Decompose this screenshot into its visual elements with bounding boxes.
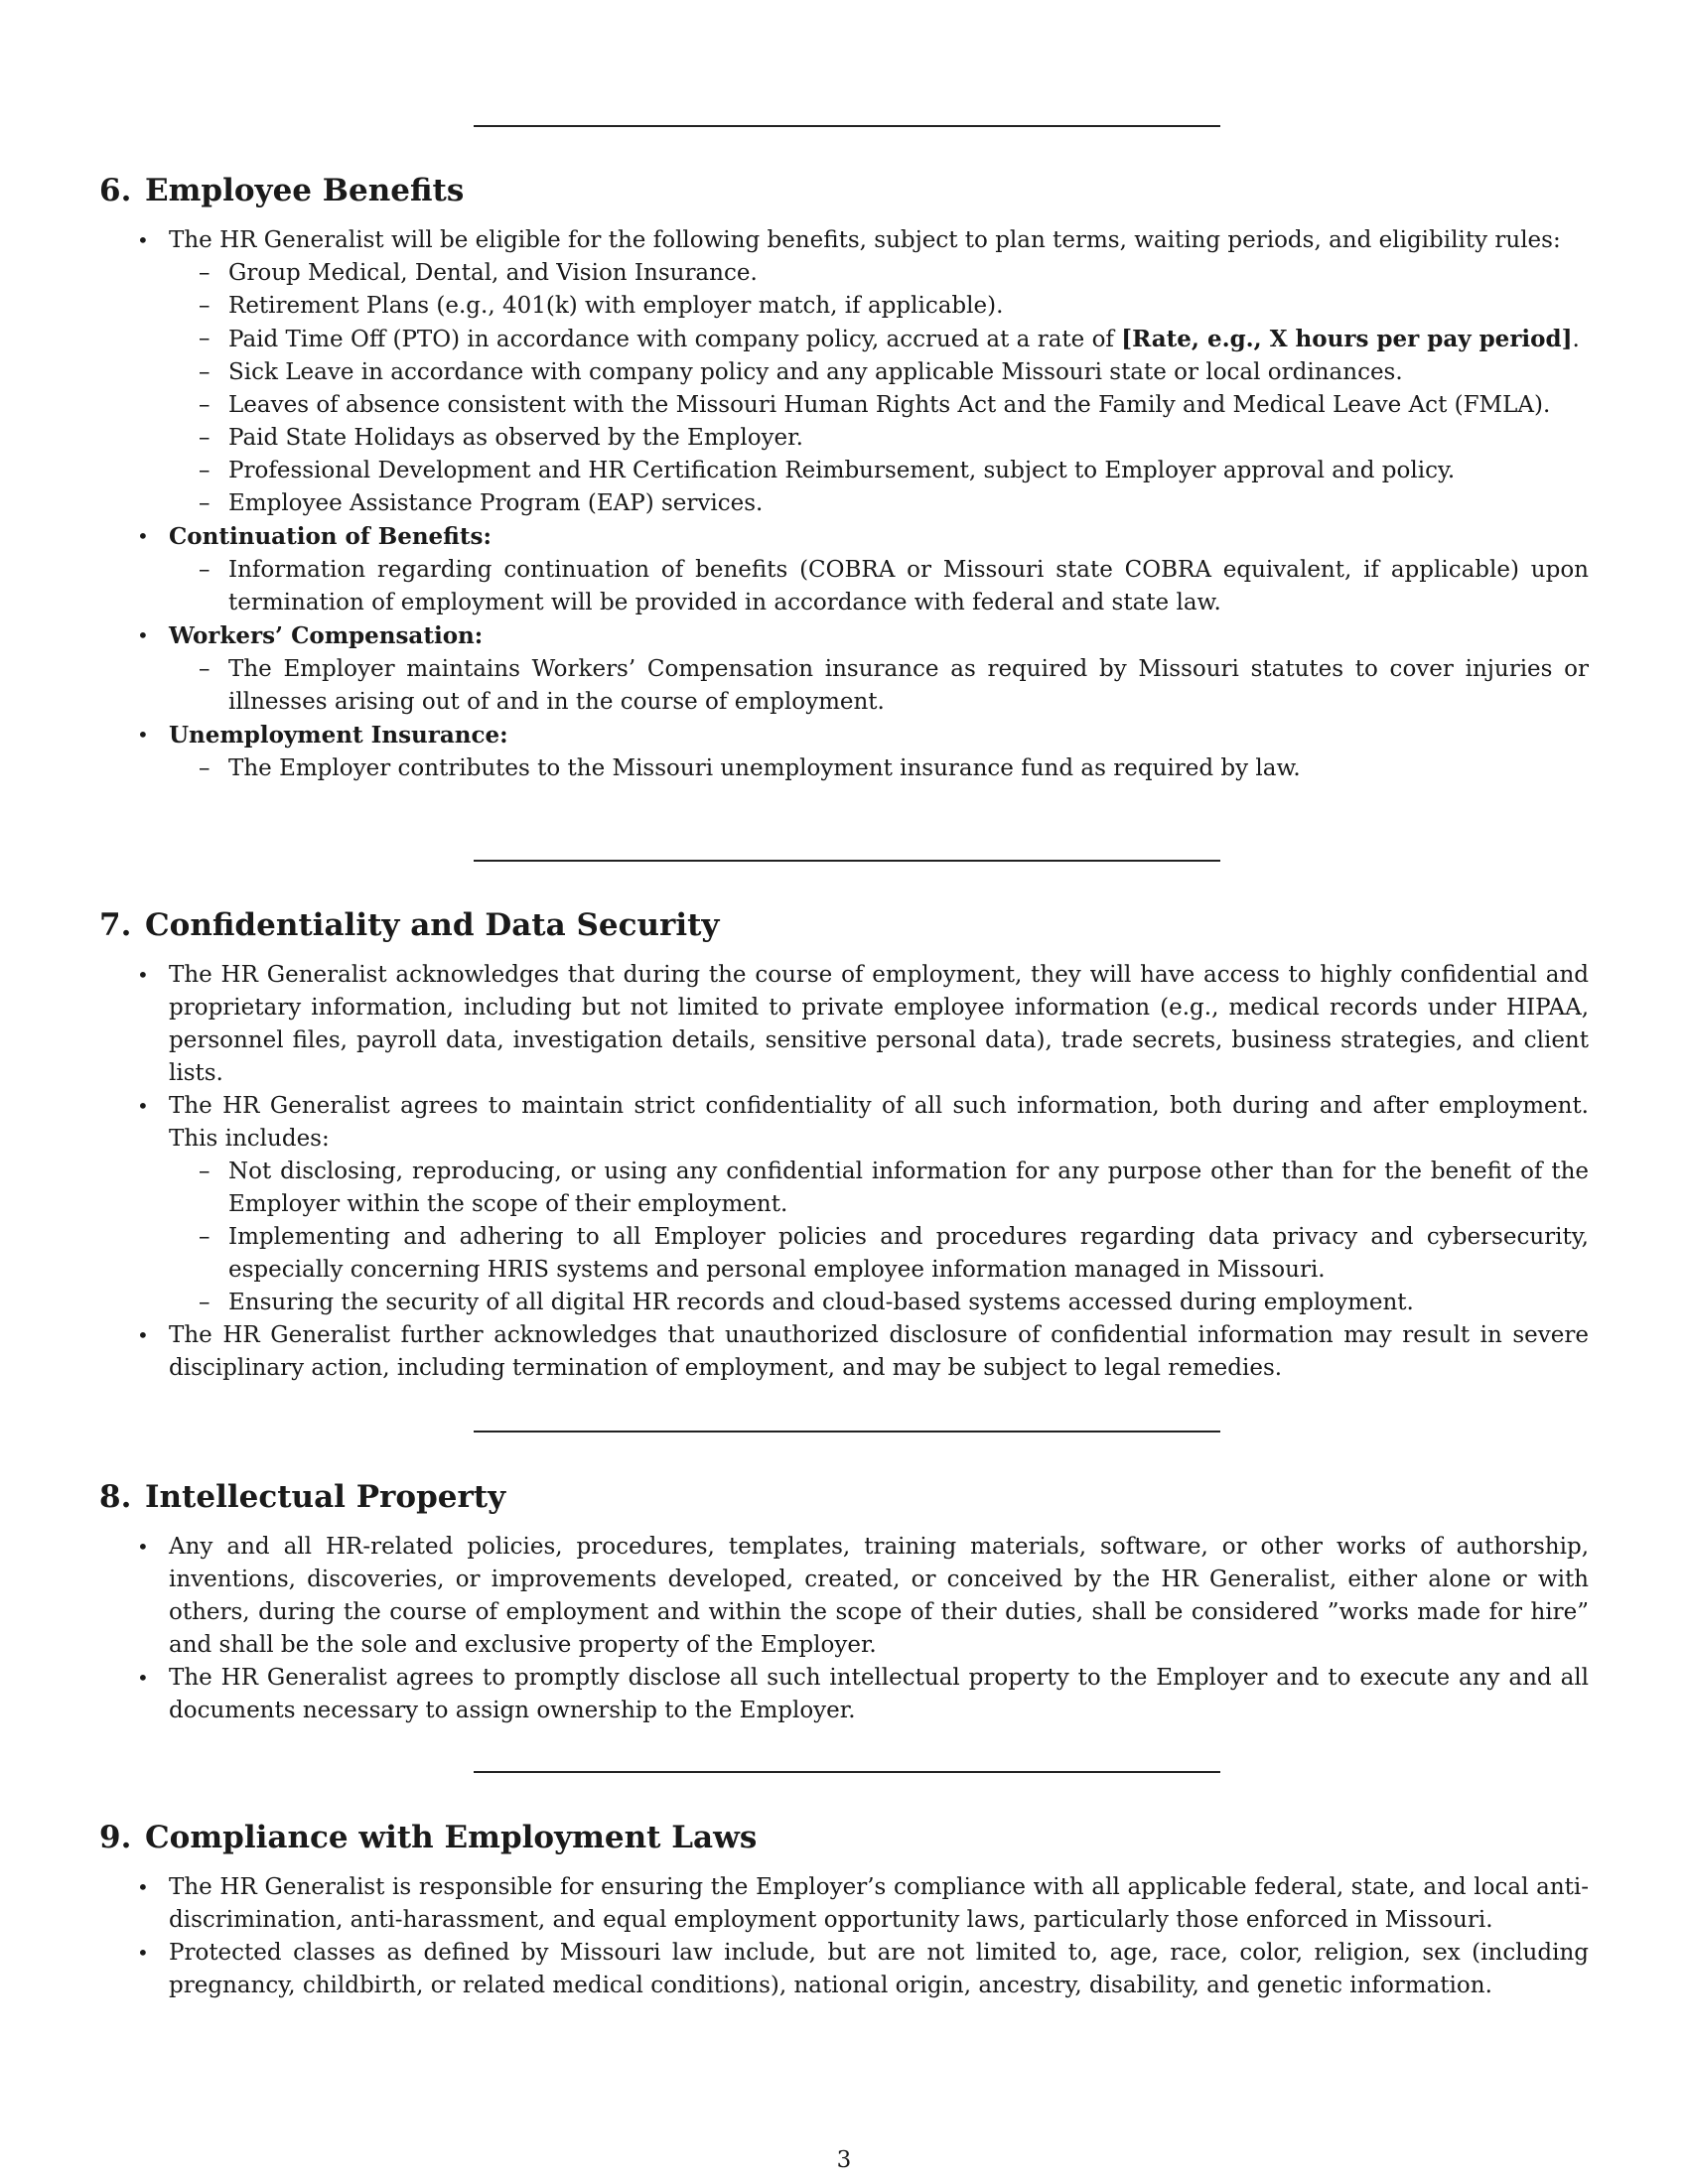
bullet-icon: •: [137, 1941, 149, 1965]
list-item: • The HR Generalist agrees to promptly disclose all such intellectual property to the Employer and to execute any and all documents necessary to assign ownership to the Employer.: [99, 1662, 1589, 1727]
list-item: • Continuation of Benefits: – Information regarding continuation of benefits (COBRA or Missouri state COBRA equivalent, if applicable) upon termination of employment will be provided in accordance with federal and state law.: [99, 520, 1589, 619]
bullet-icon: •: [137, 1875, 149, 1899]
section-compliance: [99, 1818, 1589, 2002]
bullet-icon: •: [137, 228, 149, 252]
sub-list-item: – Professional Development and HR Certification Reimbursement, subject to Employer approval and policy.: [199, 458, 1456, 483]
section-heading: 9. Compliance with Employment Laws: [99, 1820, 758, 1855]
list-item: • The HR Generalist will be eligible for the following benefits, subject to plan terms, waiting periods, and eligibility rules: – Group Medical, Dental, and Vision Insurance. – Retirement Plans (e.g., 401(k) with employer match, if applicable). – Paid Time Off (PTO) in accordance with company policy, accrued at a rate of [Rate, e.g., X hours per pay period]. – Sick Leave in accordance with company policy and any applicable Missouri state or local ordinances. – Leaves of absence consistent with the Missouri Human Rights Act and the Family and Medical Leave Act (FMLA). – Paid State Holidays as observed by the Employer. – Professional Development and HR Certification Reimbursement, subject to Employer approval and policy. – Employee Assistance Program (EAP) services.: [99, 224, 1589, 520]
list-item: • Unemployment Insurance: – The Employer contributes to the Missouri unemployment insurance fund as required by law.: [99, 719, 1589, 785]
section-intellectual-property: [99, 1477, 1589, 1727]
list-item: • The HR Generalist further acknowledges that unauthorized disclosure of confidential information may result in severe disciplinary action, including termination of employment, and may be subject to legal remedies.: [99, 1319, 1589, 1385]
section-heading: 8. Intellectual Property: [99, 1479, 506, 1515]
sub-list-item: – Implementing and adhering to all Employer policies and procedures regarding data privacy and cybersecurity, especially concerning HRIS systems and personal employee information managed in Missouri.: [199, 1224, 1589, 1283]
bullet-icon: •: [137, 1666, 149, 1690]
sub-list-item: – Ensuring the security of all digital HR records and cloud-based systems accessed during employment.: [199, 1290, 1414, 1315]
sub-list-item: – Sick Leave in accordance with company policy and any applicable Missouri state or local ordinances.: [199, 359, 1403, 385]
sub-list-item: – Information regarding continuation of benefits (COBRA or Missouri state COBRA equivalent, if applicable) upon termination of employment will be provided in accordance with federal and state law.: [199, 557, 1589, 615]
section-divider: [474, 860, 1220, 862]
section-confidentiality: [99, 905, 1589, 1385]
page-number: 3: [836, 2147, 852, 2173]
section-employee-benefits: [99, 171, 1589, 785]
list-item: • The HR Generalist is responsible for ensuring the Employer’s compliance with all applicable federal, state, and local anti-discrimination, anti-harassment, and equal employment opportunity laws, particularly those enforced in Missouri.: [99, 1871, 1589, 1937]
sub-list-item: – The Employer maintains Workers’ Compensation insurance as required by Missouri statutes to cover injuries or illnesses arising out of and in the course of employment.: [199, 656, 1589, 715]
section-divider: [474, 125, 1220, 127]
bullet-icon: •: [137, 1535, 149, 1559]
bullet-icon: •: [137, 623, 149, 647]
sub-list-item: – Retirement Plans (e.g., 401(k) with employer match, if applicable).: [199, 293, 1004, 319]
section-heading: 6. Employee Benefits: [99, 173, 465, 208]
sub-list-item: – The Employer contributes to the Missouri unemployment insurance fund as required by law.: [199, 755, 1301, 781]
sub-list-item: – Employee Assistance Program (EAP) services.: [199, 490, 764, 516]
list-item: • Protected classes as defined by Missouri law include, but are not limited to, age, race, color, religion, sex (including pregnancy, childbirth, or related medical conditions), national origin, ancestry, disability, and genetic information.: [99, 1937, 1589, 2002]
section-heading: 7. Confidentiality and Data Security: [99, 907, 720, 943]
sub-list-item: – Paid Time Off (PTO) in accordance with company policy, accrued at a rate of [Rate, e.g., X hours per pay period].: [199, 326, 1580, 352]
sub-list-item: – Group Medical, Dental, and Vision Insurance.: [199, 260, 758, 286]
bullet-icon: •: [137, 963, 149, 987]
list-item: • The HR Generalist acknowledges that during the course of employment, they will have access to highly confidential and proprietary information, including but not limited to private employee information (e.g., medical records under HIPAA, personnel files, payroll data, investigation details, sensitive personal data), trade secrets, business strategies, and client lists.: [99, 959, 1589, 1090]
sub-list-item: – Paid State Holidays as observed by the Employer.: [199, 425, 803, 451]
sub-list-item: – Leaves of absence consistent with the Missouri Human Rights Act and the Family and Medical Leave Act (FMLA).: [199, 392, 1551, 418]
bullet-icon: •: [137, 524, 149, 548]
bullet-icon: •: [137, 1323, 149, 1347]
sub-list-item: – Not disclosing, reproducing, or using any confidential information for any purpose other than for the benefit of the Employer within the scope of their employment.: [199, 1159, 1589, 1217]
section-divider: [474, 1431, 1220, 1433]
section-divider: [474, 1771, 1220, 1773]
bullet-icon: •: [137, 723, 149, 747]
pto-rate-placeholder: [Rate, e.g., X hours per pay period]: [1121, 326, 1573, 352]
list-item: • Any and all HR-related policies, procedures, templates, training materials, software, or other works of authorship, inventions, discoveries, or improvements developed, created, or conceived by the HR Generalist, either alone or with others, during the course of employment and within the scope of their duties, shall be considered ”works made for hire” and shall be the sole and exclusive property of the Employer.: [99, 1531, 1589, 1662]
list-item: • The HR Generalist agrees to maintain strict confidentiality of all such information, both during and after employment. This includes: – Not disclosing, reproducing, or using any confidential information for any purpose other than for the benefit of the Employer within the scope of their employment. – Implementing and adhering to all Employer policies and procedures regarding data privacy and cybersecurity, especially concerning HRIS systems and personal employee information managed in Missouri. – Ensuring the security of all digital HR records and cloud-based systems accessed during employment.: [99, 1090, 1589, 1319]
bullet-icon: •: [137, 1094, 149, 1118]
list-item: • Workers’ Compensation: – The Employer maintains Workers’ Compensation insurance as required by Missouri statutes to cover injuries or illnesses arising out of and in the course of employment.: [99, 619, 1589, 719]
